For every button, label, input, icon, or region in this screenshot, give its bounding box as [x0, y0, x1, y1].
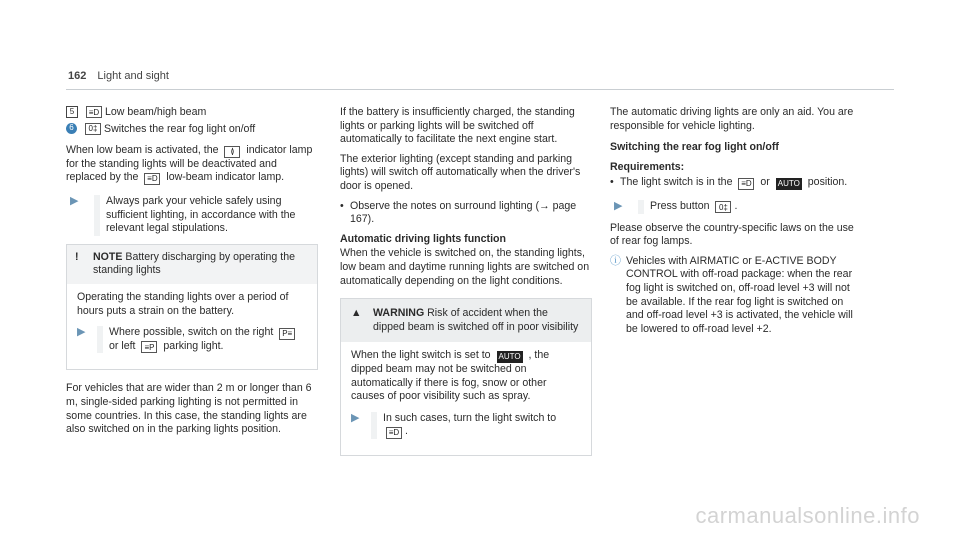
paragraph	[66, 144, 318, 185]
low-beam-icon: ≡D	[738, 178, 754, 190]
item-number: 6	[66, 123, 77, 134]
watermark: carmanualsonline.info	[695, 503, 920, 529]
column-3	[610, 106, 862, 336]
info-text: Vehicles with AIRMATIC or E-ACTIVE BODY CONTROL with off-road package: when the rear fog light is switched on, off-road level +3 will not be available. If the rear fog light is switched on and off-road level +3 is activated, the vehicle will be lowered to off-road level +2.	[626, 254, 853, 335]
warning-action: ▶ In such cases, turn the light switch to ≡D .	[351, 411, 557, 438]
low-beam-icon: ≡D	[386, 427, 402, 439]
note-text: Operating the standing lights over a period of hours puts a strain on the battery.	[77, 290, 289, 317]
paragraph: The exterior lighting (except standing and parking lights) will switch off automatically when the driver's door is opened.	[340, 152, 581, 192]
warning-header	[341, 299, 591, 342]
note-label: NOTE	[93, 250, 123, 263]
bullet-text: Observe the notes on surround lighting (→ page 167).	[350, 199, 577, 226]
legend-text: Switches the rear fog light on/off	[104, 122, 256, 135]
bullet-icon: •	[340, 199, 344, 212]
info-icon: ⓘ	[610, 254, 621, 267]
paragraph: For vehicles that are wider than 2 m or longer than 6 m, single-sided parking lighting is not permitted in some countries. In this case, the standing lights are also switched on in the parking lights position.	[66, 382, 312, 436]
paragraph: If the battery is insufficiently charged, the standing lights or parking lights will be switched off automatically to facilitate the next engine start.	[340, 106, 575, 146]
low-beam-icon: ≡D	[144, 173, 160, 185]
note-body	[67, 284, 317, 369]
paragraph: The automatic driving lights are only an aid. You are responsible for vehicle lighting.	[610, 106, 854, 132]
text: low-beam indicator lamp.	[166, 171, 285, 184]
action-arrow-icon: ▶	[614, 199, 623, 212]
text: or left	[109, 339, 136, 352]
item-number: 5	[66, 106, 78, 118]
warning-body	[341, 342, 591, 455]
bullet-item	[340, 200, 592, 227]
info-note	[610, 255, 862, 337]
note-action	[77, 326, 307, 353]
action-text: Always park your vehicle safely using sufficient lighting, in accordance with the relevant legal stipulations.	[94, 195, 318, 236]
column-1	[66, 106, 318, 443]
section-heading: Automatic driving lights function	[340, 232, 506, 245]
auto-icon: AUTO	[777, 179, 800, 189]
action-arrow-icon: ▶	[70, 194, 79, 207]
note-title: Battery discharging by operating the standing lights	[93, 250, 295, 277]
low-beam-icon: ≡D	[86, 106, 102, 118]
text: parking light.	[163, 339, 224, 352]
action-arrow-icon: ▶	[351, 411, 360, 424]
text: Where possible, switch on the right	[109, 326, 274, 339]
text: position.	[807, 176, 848, 189]
warning-title: Risk of accident when the dipped beam is switched off in poor visibility	[373, 307, 579, 333]
text: or	[760, 176, 770, 189]
paragraph: Please observe the country-specific laws on the use of rear fog lamps.	[610, 221, 854, 248]
page-header	[68, 70, 169, 84]
action-arrow-icon: ▶	[77, 326, 86, 339]
requirement-item	[610, 176, 862, 190]
action-text: Press button	[650, 199, 710, 212]
rear-fog-light-icon: 0‡	[85, 123, 101, 135]
page-number: 162	[68, 70, 87, 82]
bullet-icon: •	[610, 176, 614, 189]
auto-icon: AUTO	[498, 352, 521, 362]
note-header	[67, 245, 317, 284]
standing-light-icon: ≬	[224, 146, 240, 158]
header-divider	[66, 89, 894, 90]
left-parking-light-icon: ≡P	[141, 341, 157, 353]
text: When low beam is activated, the	[66, 144, 219, 157]
page-section-title: Light and sight	[97, 70, 169, 82]
text: indicator lamp for the standing lights will be deactivated and replaced by the	[66, 144, 313, 184]
column-2	[340, 106, 592, 456]
text: , the dipped beam may not be switched on automatically if there is fog, snow or other causes of poor visibility such as spray.	[351, 349, 550, 403]
legend-item-6	[66, 123, 318, 137]
note-icon: !	[75, 250, 79, 263]
paragraph: When the vehicle is switched on, the standing lights, low beam and daytime running lights are switched on automatically depending on the light conditions.	[340, 247, 590, 287]
text: The light switch is in the	[620, 176, 733, 189]
legend-text: Low beam/high beam	[105, 106, 207, 118]
section-heading: Switching the rear fog light on/off	[610, 141, 779, 154]
text: When the light switch is set to	[351, 349, 491, 362]
warning-triangle-icon: ▲	[351, 307, 362, 320]
right-parking-light-icon: P≡	[279, 328, 295, 340]
warning-label: WARNING	[373, 307, 425, 320]
warning-box	[340, 298, 592, 456]
legend-item-5	[66, 106, 318, 120]
requirements-label: Requirements:	[610, 160, 685, 173]
action-step	[66, 195, 318, 236]
note-box	[66, 244, 318, 371]
action-step: ▶ Press button 0‡ .	[610, 200, 862, 214]
text: In such cases, turn the light switch to	[383, 411, 557, 424]
rear-fog-light-icon: 0‡	[715, 201, 731, 213]
